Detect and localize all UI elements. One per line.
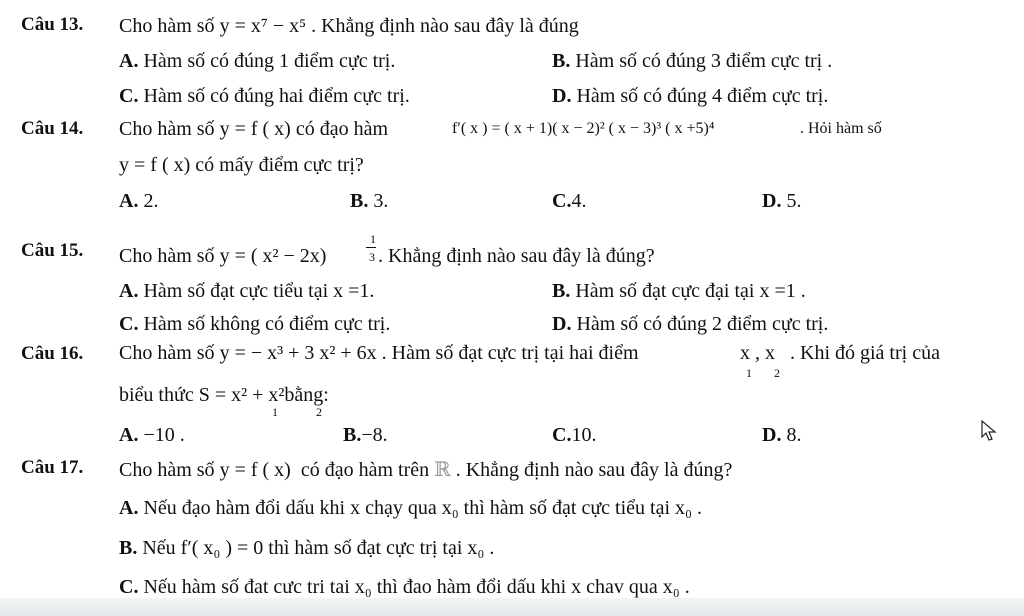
question-15-option-b[interactable]: B. Hàm số đạt cực đại tại x =1 .	[552, 280, 806, 302]
extreme-points: x , x	[740, 342, 775, 364]
sum-subscript-2: 2	[316, 405, 322, 419]
stem-formula: y = x⁷ − x⁵	[219, 15, 307, 37]
question-17-option-b[interactable]: B. Nếu f′( x₀ ) = 0 thì hàm số đạt cực trị tại x₀ .	[119, 537, 495, 559]
question-16-stem-post: . Khi đó giá trị của	[790, 342, 940, 364]
question-15-stem-post: . Khẳng định nào sau đây là đúng?	[378, 245, 655, 267]
question-14-line2: y = f ( x) có mấy điểm cực trị?	[119, 154, 364, 176]
question-13-option-b[interactable]: B. Hàm số có đúng 3 điểm cực trị .	[552, 50, 833, 72]
question-14-option-a[interactable]: A. 2.	[119, 190, 159, 212]
stem-mid: . Hàm số đạt cực trị tại hai điểm	[381, 342, 639, 364]
question-14-stem-post: . Hỏi hàm số	[800, 120, 882, 137]
question-13-label: Câu 13.	[21, 14, 84, 35]
stem-pre: Cho hàm số	[119, 459, 215, 481]
point-subscript-2: 2	[774, 366, 780, 380]
question-14-option-c[interactable]: C.4.	[552, 190, 587, 212]
question-17-option-c[interactable]: C. Nếu hàm số đat cưc tri tai x₀ thì đao hàm đổi dấu khi x chav qua x₀ .	[119, 576, 690, 598]
line2-pre: biểu thức	[119, 384, 194, 406]
question-16-stem	[119, 342, 639, 365]
stem-pre: Cho hàm số	[119, 118, 215, 140]
sum-subscript-1: 1	[272, 405, 278, 419]
question-16-option-c[interactable]: C.10.	[552, 424, 597, 446]
point-subscript-1: 1	[746, 366, 752, 380]
question-14-stem	[119, 118, 388, 141]
question-16-label: Câu 16.	[21, 343, 84, 364]
stem-pre: Cho hàm số	[119, 342, 215, 364]
real-numbers-symbol: ℝ	[434, 459, 451, 481]
exponent-denominator: 3	[369, 250, 375, 264]
question-13-stem	[119, 15, 579, 38]
question-15-stem	[119, 245, 326, 268]
question-15-label: Câu 15.	[21, 240, 84, 261]
derivative-formula: f′( x ) = ( x + 1)( x − 2)² ( x − 3)³ ( x +5)⁴	[452, 120, 715, 137]
line2-post: bằng:	[284, 384, 329, 406]
question-13-option-c[interactable]: C. Hàm số có đúng hai điểm cực trị.	[119, 85, 410, 107]
stem-formula: y = ( x² − 2x)	[219, 245, 327, 267]
stem-mid: có đạo hàm trên	[300, 459, 430, 481]
stem-pre: Cho hàm số	[119, 15, 215, 37]
question-16-option-b[interactable]: B.−8.	[343, 424, 388, 446]
question-17-option-a[interactable]: A. Nếu đạo hàm đổi dấu khi x chạy qua x₀ thì hàm số đạt cực tiểu tại x₀ .	[119, 497, 702, 519]
question-16-line2	[119, 384, 329, 407]
question-15-option-d[interactable]: D. Hàm số có đúng 2 điểm cực trị.	[552, 313, 829, 335]
exponent-numerator: 1	[370, 232, 376, 246]
question-16-option-a[interactable]: A. −10 .	[119, 424, 185, 446]
question-13-option-a[interactable]: A. Hàm số có đúng 1 điểm cực trị.	[119, 50, 396, 72]
stem-pre: Cho hàm số	[119, 245, 215, 267]
question-15-option-a[interactable]: A. Hàm số đạt cực tiểu tại x =1.	[119, 280, 375, 302]
question-13-option-d[interactable]: D. Hàm số có đúng 4 điểm cực trị.	[552, 85, 829, 107]
stem-post: . Khẳng định nào sau đây là đúng?	[455, 459, 733, 481]
stem-mid: có đạo hàm	[295, 118, 389, 140]
stem-formula: y = f ( x)	[219, 118, 291, 140]
line2-formula: S = x² + x²	[198, 384, 285, 406]
question-16-option-d[interactable]: D. 8.	[762, 424, 802, 446]
stem-post: . Khẳng định nào sau đây là đúng	[311, 15, 579, 37]
bottom-scroll-strip	[0, 598, 1024, 616]
question-17-label: Câu 17.	[21, 457, 84, 478]
question-17-stem	[119, 457, 732, 482]
stem-formula: y = f ( x)	[219, 459, 291, 481]
question-15-option-c[interactable]: C. Hàm số không có điểm cực trị.	[119, 313, 391, 335]
question-14-option-b[interactable]: B. 3.	[350, 190, 389, 212]
question-14-label: Câu 14.	[21, 118, 84, 139]
stem-formula: y = − x³ + 3 x² + 6x	[219, 342, 377, 364]
exponent-fraction-bar	[366, 247, 376, 248]
mouse-cursor-icon	[980, 420, 998, 442]
question-14-option-d[interactable]: D. 5.	[762, 190, 802, 212]
